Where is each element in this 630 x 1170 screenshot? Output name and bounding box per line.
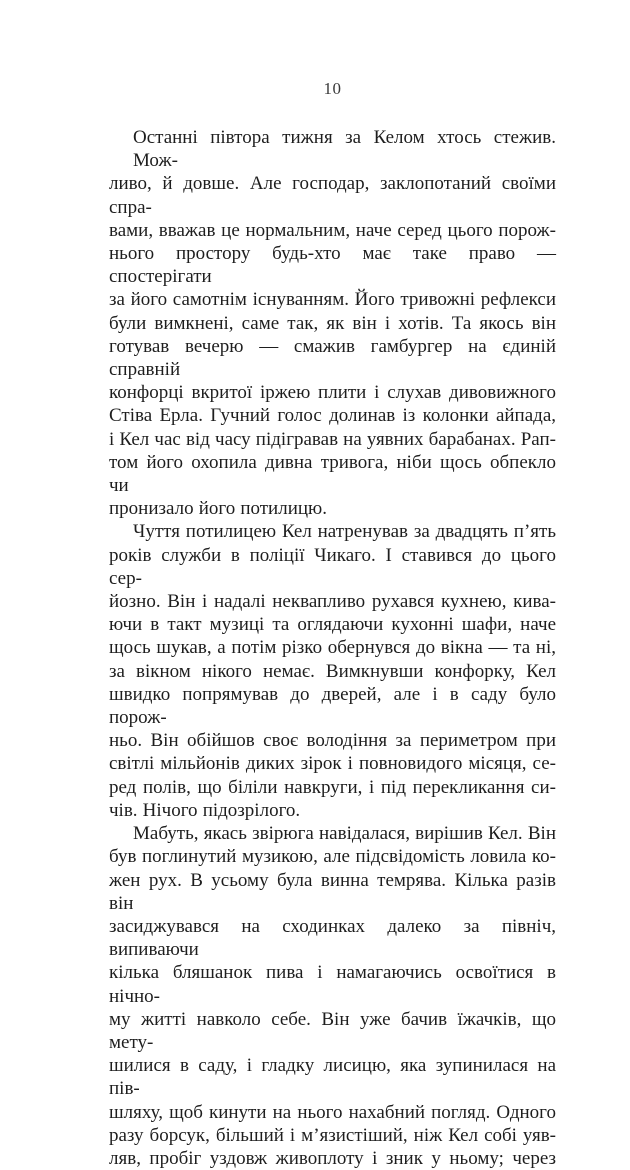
text-line: за його самотнім існуванням. Його тривожні рефлекси [109, 289, 556, 311]
text-line: ньо. Він обійшов своє володіння за периметром при [109, 730, 556, 752]
text-line: конфорці вкритої іржею плити і слухав дивовижного [109, 382, 556, 404]
text-line: шилися в саду, і гладку лисицю, яка зупинилася на пів- [109, 1055, 556, 1100]
text-line: разу борсук, більший і м’язистіший, ніж Кел собі уяв- [109, 1124, 556, 1146]
text-line: пронизало його потилицю. [109, 498, 327, 520]
text-line: ляв, пробіг уздовж живоплоту і зник у ньому; через [109, 1147, 556, 1169]
text-line: щось шукав, а потім різко обернувся до вікна — та ні, [109, 637, 556, 659]
paragraph [109, 822, 556, 1170]
text-line: шляху, щоб кинути на нього нахабний погляд. Одного [109, 1101, 556, 1123]
text-line: швидко попрямував до дверей, але і в саду було порож- [109, 683, 556, 729]
text-line: ливо, й довше. Але господар, заклопотаний своїми спра- [109, 173, 556, 218]
text-line: Мабуть, якась звірюга навідалася, вирішив Кел. Він [133, 823, 556, 845]
text-line: ючи в такт музиці та оглядаючи кухонні шафи, наче [109, 614, 556, 636]
text-block [109, 126, 556, 1170]
text-line: ред полів, що біліли навкруги, і під перекликання си- [109, 776, 556, 798]
text-line: Стіва Ерла. Гучний голос долинав із колонки айпада, [109, 405, 556, 427]
page-number: 10 [323, 79, 342, 98]
paragraph [109, 520, 556, 822]
text-line: років служби в поліції Чикаго. І ставився до цього сер- [109, 544, 556, 589]
text-line: чів. Нічого підозрілого. [109, 799, 301, 821]
text-line: був поглинутий музикою, але підсвідомість ловила ко- [109, 846, 556, 868]
text-line: жен рух. В усьому була винна темрява. Кілька разів він [109, 869, 556, 914]
text-line: були вимкнені, саме так, як він і хотів. Та якось він [109, 312, 556, 334]
paragraph [109, 126, 556, 520]
text-line: нього простору будь-хто має таке право — спостерігати [109, 243, 556, 288]
text-line: і Кел час від часу підігравав на уявних барабанах. Рап- [109, 428, 556, 450]
text-line: том його охопила дивна тривога, ніби щось обпекло чи [109, 451, 556, 497]
text-line: засиджувався на сходинках далеко за північ, випиваючи [109, 915, 556, 961]
text-line: готував вечерю — смажив гамбургер на єдиній справній [109, 335, 556, 381]
text-line: вами, вважав це нормальним, наче серед цього порож- [109, 219, 556, 241]
text-line: світлі мільйонів диких зірок і повновидого місяця, се- [109, 753, 556, 775]
text-line: му житті навколо себе. Він уже бачив їжачків, що мету- [109, 1008, 556, 1053]
text-line: Останні півтора тижня за Келом хтось стежив. Мож- [133, 127, 556, 172]
text-line: кілька бляшанок пива і намагаючись освоїтися в нічно- [109, 962, 556, 1007]
text-line: за вікном нікого немає. Вимкнувши конфорку, Кел [109, 660, 556, 682]
text-line: Чуття потилицею Кел натренував за двадцять п’ять [133, 521, 556, 543]
text-line: йозно. Він і надалі неквапливо рухався кухнею, кива- [109, 591, 556, 613]
